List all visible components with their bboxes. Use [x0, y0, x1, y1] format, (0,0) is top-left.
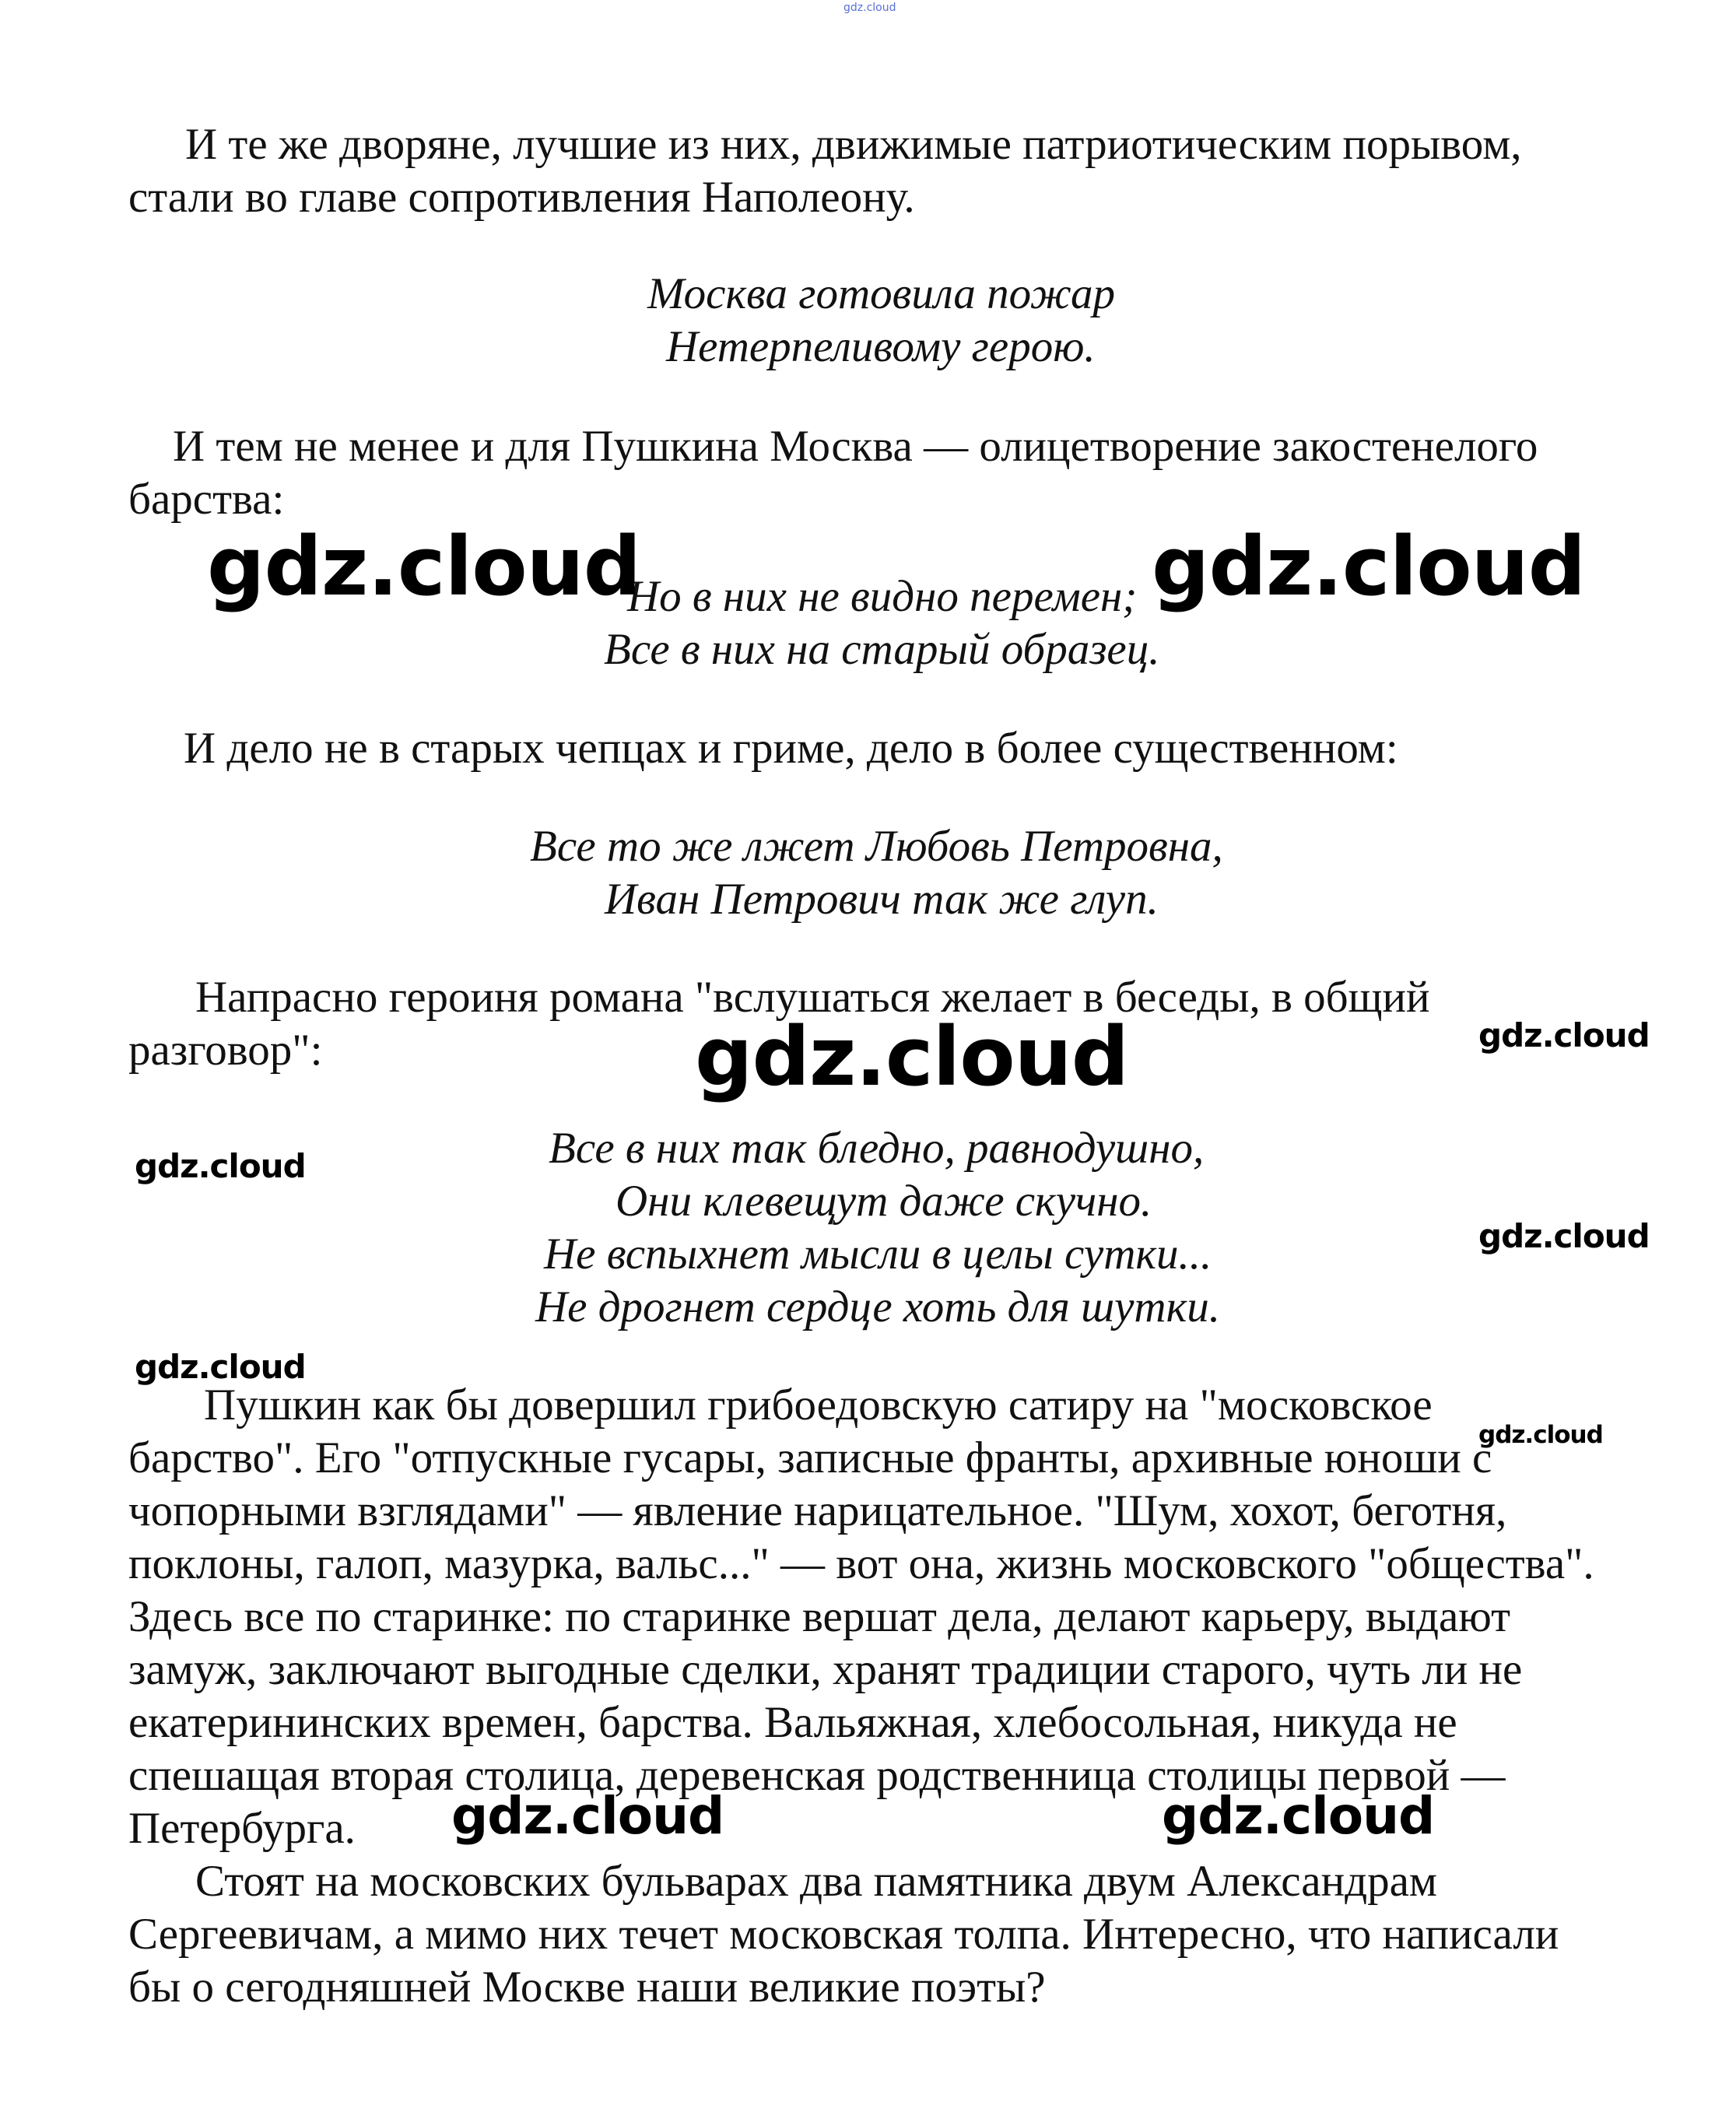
verse-3-line-2: Иван Петрович так же глуп. — [605, 875, 1159, 924]
paragraph-5-line-1: Пушкин как бы довершил грибоедовскую сатиру на "московское — [204, 1381, 1433, 1430]
watermark-medium-left: gdz.cloud — [451, 1786, 724, 1846]
paragraph-6-line-2: Сергеевичам, а мимо них течет московская толпа. Интересно, что написали — [128, 1910, 1559, 1959]
paragraph-1-line-1: И те же дворяне, лучшие из них, движимые патриотическим порывом, — [185, 120, 1522, 169]
watermark-tiny-right: gdz.cloud — [1478, 1421, 1603, 1449]
watermark-large-left: gdz.cloud — [207, 519, 641, 614]
paragraph-5-line-2: барство". Его "отпускные гусары, записные франты, архивные юноши с — [128, 1433, 1492, 1482]
paragraph-3-line-1: И дело не в старых чепцах и гриме, дело в более существенном: — [184, 724, 1398, 773]
verse-3-line-1: Все то же лжет Любовь Петровна, — [530, 822, 1223, 871]
paragraph-5-line-9: Петербурга. — [128, 1804, 356, 1853]
watermark-large-center: gdz.cloud — [695, 1009, 1129, 1104]
paragraph-5-line-6: замуж, заключают выгодные сделки, хранят традиции старого, чуть ли не — [128, 1645, 1523, 1694]
verse-2-line-1: Но в них не видно перемен; — [627, 572, 1138, 621]
paragraph-5-line-7: екатерининских времен, барства. Вальяжная, хлебосольная, никуда не — [128, 1698, 1457, 1747]
paragraph-2-line-1: И тем не менее и для Пушкина Москва — олицетворение закостенелого — [173, 422, 1538, 471]
paragraph-6-line-1: Стоят на московских бульварах два памятника двум Александрам — [195, 1857, 1437, 1906]
paragraph-6-line-3: бы о сегодняшней Москве наши великие поэты? — [128, 1963, 1046, 2012]
paragraph-4-line-1: Напрасно героиня романа "вслушаться желает в беседы, в общий — [195, 973, 1430, 1022]
paragraph-4-line-2: разговор": — [128, 1026, 323, 1075]
watermark-medium-right: gdz.cloud — [1162, 1786, 1435, 1846]
watermark-small-right-1: gdz.cloud — [1478, 1016, 1650, 1054]
verse-2-line-2: Все в них на старый образец. — [604, 625, 1160, 674]
paragraph-1-line-2: стали во главе сопротивления Наполеону. — [128, 173, 915, 222]
verse-1-line-2: Нетерпеливому герою. — [666, 322, 1096, 371]
watermark-small-left-2: gdz.cloud — [135, 1348, 306, 1386]
verse-4-line-3: Не вспыхнет мысли в целы сутки... — [544, 1230, 1212, 1279]
verse-4-line-1: Все в них так бледно, равнодушно, — [549, 1124, 1205, 1173]
paragraph-5-line-3: чопорными взглядами" — явление нарицательное. "Шум, хохот, беготня, — [128, 1486, 1507, 1535]
verse-4-line-4: Не дрогнет сердце хоть для шутки. — [535, 1282, 1220, 1331]
verse-1-line-1: Москва готовила пожар — [647, 269, 1116, 318]
verse-4-line-2: Они клевещут даже скучно. — [615, 1177, 1152, 1226]
paragraph-5-line-4: поклоны, галоп, мазурка, вальс..." — вот она, жизнь московского "общества". — [128, 1539, 1594, 1588]
paragraph-2-line-2: барства: — [128, 475, 285, 524]
watermark-small-right-2: gdz.cloud — [1478, 1217, 1650, 1255]
watermark-small-left-1: gdz.cloud — [135, 1147, 306, 1185]
watermark-large-right: gdz.cloud — [1152, 519, 1586, 614]
watermark-top: gdz.cloud — [843, 2, 896, 14]
paragraph-5-line-5: Здесь все по старинке: по старинке вершат дела, делают карьеру, выдают — [128, 1592, 1510, 1641]
paragraph-5-line-8: спешащая вторая столица, деревенская родственница столицы первой — — [128, 1751, 1506, 1800]
